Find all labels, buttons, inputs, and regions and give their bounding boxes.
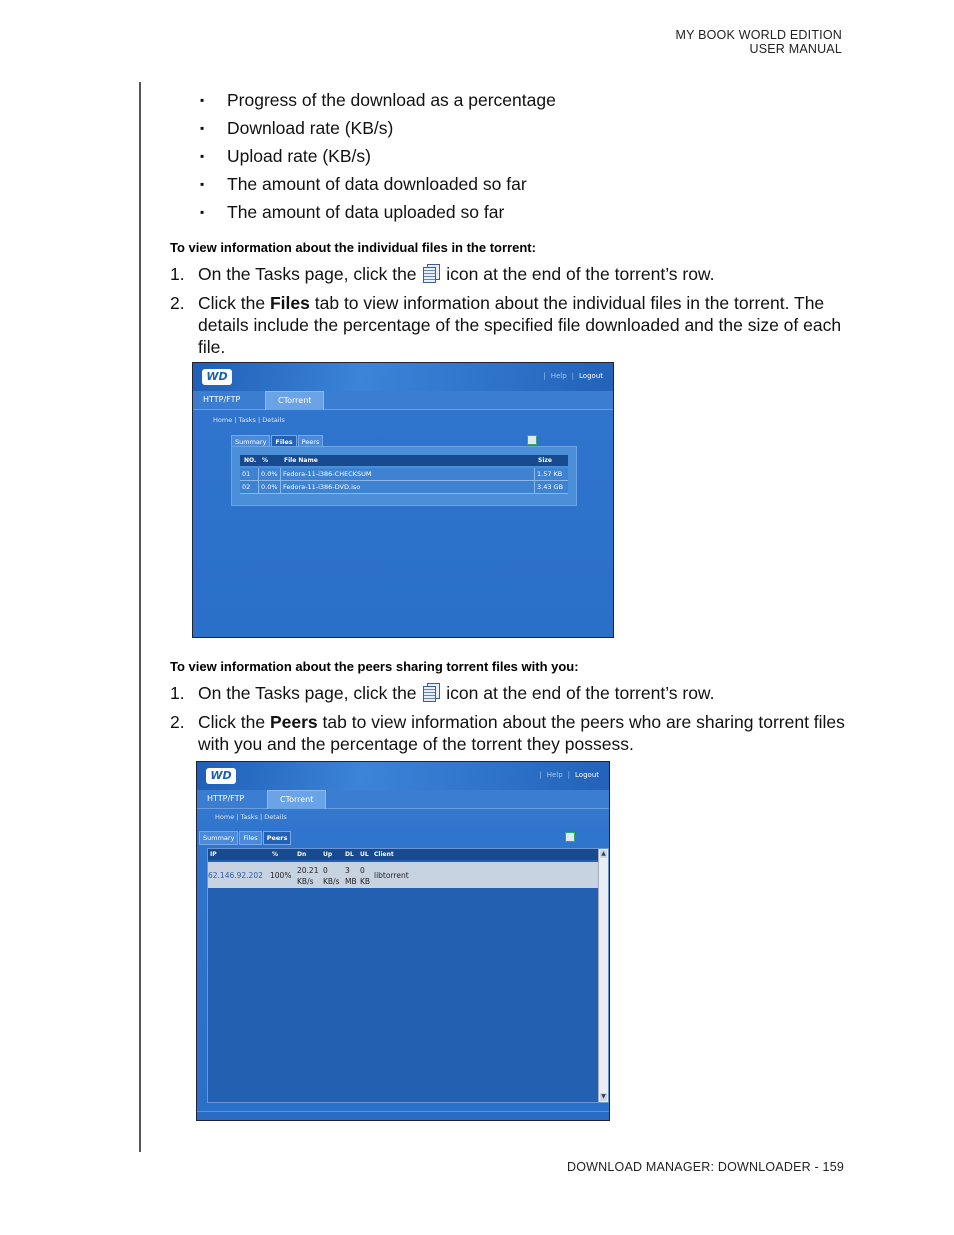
- table-header: [208, 849, 598, 860]
- bullet-item: ▪ The amount of data downloaded so far: [200, 170, 556, 198]
- step-number: 1.: [170, 683, 185, 703]
- subtab-files[interactable]: Files: [239, 831, 261, 845]
- tab-ctorrent[interactable]: CTorrent: [267, 790, 326, 809]
- table-header: [240, 455, 568, 466]
- edit-icon[interactable]: [565, 832, 575, 842]
- col-name: File Name: [284, 457, 318, 464]
- help-link[interactable]: Help: [546, 771, 563, 779]
- cell-ul: 0 KB: [360, 866, 371, 886]
- cell-up: 0 KB/s: [323, 866, 340, 886]
- table-row[interactable]: [240, 481, 568, 494]
- cell-dn: 20.21 KB/s: [297, 866, 319, 886]
- details-icon: [423, 264, 439, 282]
- top-banner: [197, 762, 609, 792]
- files-tab-name: Files: [269, 293, 310, 313]
- step-number: 2.: [170, 293, 185, 313]
- subtab-peers[interactable]: Peers: [298, 435, 324, 449]
- col-pct: %: [262, 457, 269, 464]
- subtab-files[interactable]: Files: [271, 435, 296, 449]
- step-text: tab to view information about the peers who are sharing torrent files with you and the percentage of the torrent they possess.: [198, 712, 845, 754]
- cell-client: libtorrent: [374, 871, 409, 880]
- edit-icon[interactable]: [527, 435, 537, 445]
- header-product: MY BOOK WORLD EDITION: [675, 28, 842, 42]
- page-footer: DOWNLOAD MANAGER: DOWNLOADER - 159: [567, 1160, 844, 1174]
- main-tabs: [193, 391, 613, 410]
- col-pct: %: [272, 851, 279, 858]
- col-client: Client: [374, 851, 394, 858]
- subtab-summary[interactable]: Summary: [199, 831, 238, 845]
- cell-name: Fedora-11-i386-CHECKSUM: [280, 468, 372, 480]
- vertical-scrollbar[interactable]: ▲ ▼: [598, 849, 608, 1102]
- wd-logo: WD: [202, 369, 232, 385]
- breadcrumb[interactable]: Home | Tasks | Details: [215, 813, 287, 821]
- peers-table: [207, 848, 609, 1103]
- col-dn: Dn: [297, 851, 307, 858]
- peers-tab-screenshot: [196, 761, 610, 1121]
- top-links: | Help | Logout: [543, 372, 603, 380]
- step-text: icon at the end of the torrent’s row.: [446, 264, 715, 284]
- step-text: icon at the end of the torrent’s row.: [446, 683, 715, 703]
- cell-ip: 62.146.92.202: [208, 871, 263, 880]
- detail-subtabs: [199, 831, 292, 845]
- subtab-summary[interactable]: Summary: [231, 435, 270, 449]
- peers-step-1: [170, 682, 845, 704]
- cell-pct: 0.0%: [258, 481, 278, 493]
- col-up: Up: [323, 851, 333, 858]
- col-size: Size: [538, 457, 552, 464]
- bottom-bar: [197, 1111, 609, 1120]
- table-row[interactable]: [208, 862, 598, 888]
- step-text: On the Tasks page, click the: [198, 264, 417, 284]
- step-number: 2.: [170, 712, 185, 732]
- top-banner: [193, 363, 613, 393]
- details-icon: [423, 683, 439, 701]
- main-tabs: [197, 790, 609, 809]
- cell-size: 1.57 KB: [534, 468, 562, 480]
- files-step-2: [170, 292, 845, 358]
- bullet-item: ▪ Progress of the download as a percentage: [200, 86, 556, 114]
- cell-no: 01: [242, 470, 251, 478]
- step-number: 1.: [170, 264, 185, 284]
- help-link[interactable]: Help: [550, 372, 567, 380]
- info-bullet-list: [200, 86, 556, 226]
- files-step-1: [170, 263, 845, 285]
- running-header: [676, 28, 843, 56]
- breadcrumb[interactable]: Home | Tasks | Details: [213, 416, 285, 424]
- peers-section-heading: To view information about the peers sharing torrent files with you:: [170, 659, 579, 674]
- header-doc: USER MANUAL: [749, 42, 842, 56]
- tab-ctorrent[interactable]: CTorrent: [265, 391, 324, 410]
- bullet-item: ▪ Download rate (KB/s): [200, 114, 556, 142]
- files-table: [231, 446, 577, 506]
- subtab-peers[interactable]: Peers: [263, 831, 292, 845]
- col-dl: DL: [345, 851, 354, 858]
- files-section-heading: To view information about the individual files in the torrent:: [170, 240, 536, 255]
- logout-link[interactable]: Logout: [575, 771, 599, 779]
- step-text: On the Tasks page, click the: [198, 683, 417, 703]
- col-ul: UL: [360, 851, 369, 858]
- peers-step-2: [170, 711, 845, 755]
- step-text: Click the: [198, 712, 266, 732]
- table-row[interactable]: [240, 468, 568, 481]
- cell-no: 02: [242, 483, 251, 491]
- col-ip: IP: [210, 851, 217, 858]
- peers-tab-name: Peers: [269, 712, 318, 732]
- step-text: Click the: [198, 293, 266, 313]
- step-text: tab to view information about the individual files in the torrent. The details include the percentage of the specified file downloaded and the size of each file.: [198, 293, 842, 357]
- tab-http-ftp[interactable]: HTTP/FTP: [203, 395, 241, 404]
- cell-dl: 3 MB: [345, 866, 357, 886]
- col-no: NO.: [244, 457, 257, 464]
- cell-name: Fedora-11-i386-DVD.iso: [280, 481, 360, 493]
- bullet-item: ▪ The amount of data uploaded so far: [200, 198, 556, 226]
- top-links: | Help | Logout: [539, 771, 599, 779]
- cell-pct: 0.0%: [258, 468, 278, 480]
- tab-http-ftp[interactable]: HTTP/FTP: [207, 794, 245, 803]
- cell-pct: 100%: [270, 871, 292, 880]
- wd-logo: WD: [206, 768, 236, 784]
- cell-size: 3.43 GB: [534, 481, 563, 493]
- files-tab-screenshot: [192, 362, 614, 638]
- margin-rule: [139, 82, 141, 1152]
- bullet-item: ▪ Upload rate (KB/s): [200, 142, 556, 170]
- logout-link[interactable]: Logout: [579, 372, 603, 380]
